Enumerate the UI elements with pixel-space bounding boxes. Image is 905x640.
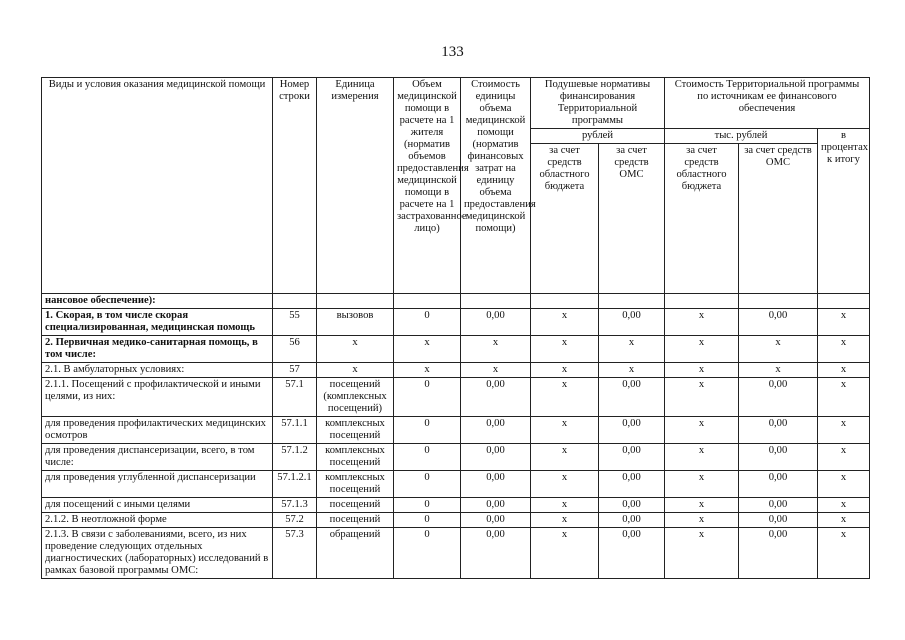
row-name: для проведения диспансеризации, всего, в том числе: (42, 444, 273, 471)
cell-v4: 0,00 (599, 378, 665, 417)
cell-v5: х (665, 444, 739, 471)
cell-v6: 0,00 (739, 309, 818, 336)
cell-num: 57.2 (273, 513, 317, 528)
cell-v7: х (818, 336, 870, 363)
cell-v3: х (531, 336, 599, 363)
cell-v6: 0,00 (739, 498, 818, 513)
cell-v7: х (818, 444, 870, 471)
header-program-cost-unit: тыс. рублей (665, 129, 818, 144)
header-volume: Объем медицинской помощи в расчете на 1 жителя (норматив объемов предоставления медицинской помощи в расчете на 1 застрахованное лицо) (394, 78, 461, 294)
cell-v1: 0 (394, 513, 461, 528)
cell-v7: х (818, 513, 870, 528)
cell-unit: посещений (комплексных посещений) (317, 378, 394, 417)
cell-v5: х (665, 378, 739, 417)
cell-v4: 0,00 (599, 309, 665, 336)
cell-v2: 0,00 (461, 498, 531, 513)
cell-num: 57.1.2.1 (273, 471, 317, 498)
cell-v6: 0,00 (739, 417, 818, 444)
table-row (42, 336, 870, 363)
cell-unit: посещений (317, 498, 394, 513)
row-name: 2. Первичная медико-санитарная помощь, в том числе: (42, 336, 273, 363)
row-name: 2.1.3. В связи с заболеваниями, всего, из них проведение следующих отдельных диагностических (лабораторных) исследований в рамках базовой программы ОМС: (42, 528, 273, 579)
page-number: 133 (441, 44, 464, 60)
cell-v5: х (665, 417, 739, 444)
cell-v2: 0,00 (461, 378, 531, 417)
header-cost-oms: за счет средств ОМС (739, 144, 818, 294)
row-name: 2.1. В амбулаторных условиях: (42, 363, 273, 378)
cell-v4: х (599, 336, 665, 363)
cell-v5: х (665, 309, 739, 336)
cell-unit: вызовов (317, 309, 394, 336)
cell-v6: 0,00 (739, 378, 818, 417)
cell-v5: х (665, 363, 739, 378)
cell-v7: х (818, 363, 870, 378)
cell-unit: х (317, 363, 394, 378)
cell-unit: комплексных посещений (317, 417, 394, 444)
cell-v5: х (665, 336, 739, 363)
cell-v6: 0,00 (739, 471, 818, 498)
cell-v2: 0,00 (461, 417, 531, 444)
cell-num: 56 (273, 336, 317, 363)
cell-v3: х (531, 363, 599, 378)
cell-v2: 0,00 (461, 444, 531, 471)
cell-v1: 0 (394, 444, 461, 471)
cell-num: 57.1.2 (273, 444, 317, 471)
table-row (42, 444, 870, 471)
table-row (42, 378, 870, 417)
header-type: Виды и условия оказания медицинской помощи (42, 78, 273, 294)
cell-v3: х (531, 513, 599, 528)
cell-v2: х (461, 363, 531, 378)
cell-v3: х (531, 498, 599, 513)
table-row (42, 528, 870, 579)
cell-v3: х (531, 444, 599, 471)
cell-v4: 0,00 (599, 513, 665, 528)
cell-v2: 0,00 (461, 528, 531, 579)
cell-v4: х (599, 363, 665, 378)
cell-v3: х (531, 471, 599, 498)
cell-v7: х (818, 498, 870, 513)
cell-v7: х (818, 417, 870, 444)
header-unit: Единица измерения (317, 78, 394, 294)
header-unit-cost: Стоимость единицы объема медицинской помощи (норматив финансовых затрат на единицу объема предоставления медицинской помощи) (461, 78, 531, 294)
cell-v1: х (394, 363, 461, 378)
cell-v5: х (665, 498, 739, 513)
cell-v7: х (818, 309, 870, 336)
cell-unit: комплексных посещений (317, 471, 394, 498)
cell-v6: 0,00 (739, 444, 818, 471)
cell-unit: посещений (317, 513, 394, 528)
cell-v7: х (818, 528, 870, 579)
row-name: 2.1.2. В неотложной форме (42, 513, 273, 528)
cell-unit: х (317, 336, 394, 363)
table-row (42, 498, 870, 513)
header-per-capita-oms: за счет средств ОМС (599, 144, 665, 294)
cell-v4: 0,00 (599, 498, 665, 513)
cell-v1: 0 (394, 417, 461, 444)
row-name: для проведения профилактических медицинских осмотров (42, 417, 273, 444)
financing-table (41, 77, 870, 579)
cell-num: 57.1.3 (273, 498, 317, 513)
row-name: для посещений с иными целями (42, 498, 273, 513)
cell-v6: 0,00 (739, 513, 818, 528)
cell-num: 57.3 (273, 528, 317, 579)
cell-v3: х (531, 528, 599, 579)
table-row (42, 309, 870, 336)
cell-v2: 0,00 (461, 309, 531, 336)
table-row (42, 513, 870, 528)
cell-num: 57 (273, 363, 317, 378)
cell-v3: х (531, 309, 599, 336)
cell-v4: 0,00 (599, 471, 665, 498)
cell-v1: 0 (394, 528, 461, 579)
header-per-capita-unit: рублей (531, 129, 665, 144)
row-name: для проведения углубленной диспансеризации (42, 471, 273, 498)
cell-v3: х (531, 378, 599, 417)
cell-v6: х (739, 363, 818, 378)
cell-v1: 0 (394, 309, 461, 336)
cell-v2: 0,00 (461, 513, 531, 528)
cell-v7: х (818, 378, 870, 417)
cell-v6: х (739, 336, 818, 363)
cell-v3: х (531, 417, 599, 444)
cell-v1: х (394, 336, 461, 363)
header-row-number: Номер строки (273, 78, 317, 294)
cell-v4: 0,00 (599, 417, 665, 444)
cell-v4: 0,00 (599, 528, 665, 579)
cell-v2: х (461, 336, 531, 363)
header-program-cost: Стоимость Территориальной программы по источникам ее финансового обеспечения (665, 78, 870, 129)
cell-v1: 0 (394, 471, 461, 498)
cell-num: 57.1 (273, 378, 317, 417)
header-percent: в процентах к итогу (818, 129, 870, 294)
row-name: 1. Скорая, в том числе скорая специализированная, медицинская помощь (42, 309, 273, 336)
header-per-capita: Подушевые нормативы финансирования Территориальной программы (531, 78, 665, 129)
row-name: 2.1.1. Посещений с профилактической и иными целями, из них: (42, 378, 273, 417)
cell-v1: 0 (394, 498, 461, 513)
cell-v2: 0,00 (461, 471, 531, 498)
header-per-capita-regional: за счет средств областного бюджета (531, 144, 599, 294)
cell-v1: 0 (394, 378, 461, 417)
cell-unit: обращений (317, 528, 394, 579)
table-row (42, 417, 870, 444)
continuation-text: нансовое обеспечение): (42, 294, 273, 309)
cell-v5: х (665, 528, 739, 579)
cell-num: 57.1.1 (273, 417, 317, 444)
cell-num: 55 (273, 309, 317, 336)
cell-unit: комплексных посещений (317, 444, 394, 471)
cell-v4: 0,00 (599, 444, 665, 471)
table-row (42, 471, 870, 498)
cell-v5: х (665, 513, 739, 528)
cell-v6: 0,00 (739, 528, 818, 579)
cell-v5: х (665, 471, 739, 498)
table-row (42, 363, 870, 378)
header-cost-regional: за счет средств областного бюджета (665, 144, 739, 294)
cell-v7: х (818, 471, 870, 498)
